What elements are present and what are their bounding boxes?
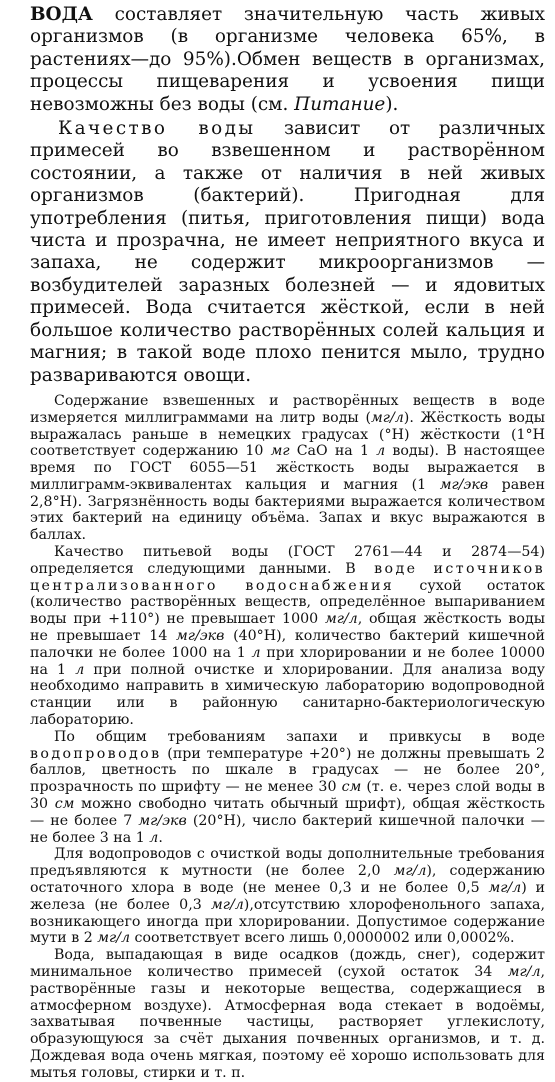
- text: Для водопроводов с очисткой воды дополнительные требования предъявляются к мутности (не более 2,0: [30, 846, 545, 880]
- text: СаО на 1: [289, 443, 377, 460]
- text: , растворённые газы и некоторые вещества, содержащиеся в атмосферном воздухе). Атмосферная вода стекает в водоёмы, захватывая почвенные частицы, растворяет углекислоту, образующуюся за счёт дыхания почвенных организмов, и т. д. Дождевая вода очень мягкая, поэтому её хорошо использовать для мытья головы, стирки и т. п.: [30, 964, 545, 1081]
- text: (при температуре +20°) не должны превышать 2 баллов, цветность по шкале в градусах — не более 20°, прозрачность по шрифту — не менее 30: [30, 745, 545, 796]
- unit: см: [341, 779, 362, 796]
- unit: л: [149, 829, 159, 846]
- paragraph-precipitation: [30, 947, 545, 1081]
- unit: мг/л: [507, 964, 541, 980]
- unit: мг/л: [393, 863, 427, 880]
- unit: мг/л: [211, 896, 244, 913]
- paragraph-water-supply: [30, 729, 545, 847]
- unit: мг/л: [97, 930, 130, 947]
- unit: л: [75, 661, 85, 678]
- text: зависит от различных примесей во взвешенном и растворённом состоянии, а также от наличия в ней живых организмов (бактерий). Пригодная для употребления (питья, приготовления пищи) вода чиста и прозрачна, не имеет неприятного вкуса и запаха, не содержит микроорганизмов — возбудителей заразных болезней — и ядовитых примесей. Вода считается жёсткой, если в ней большое количество растворённых солей кальция и магния; в такой воде плохо пенится мыло, трудно развариваются овощи.: [30, 118, 545, 386]
- unit: мг: [270, 443, 290, 460]
- term-heading: ВОДА: [30, 4, 93, 25]
- paragraph-drinking-water: [30, 544, 545, 729]
- text: ).: [385, 93, 399, 115]
- text: Качество питьевой воды (ГОСТ 2761—44 и 2874—54) определяется следующими данными.: [30, 544, 545, 577]
- text: составляет значительную часть живых организмов (в организме человека 65%, в растениях—до 95%).Обмен веществ в организмах, процессы пищеварения и усвоения пищи невозможны без воды (см.: [30, 4, 545, 115]
- unit: мг/л: [371, 409, 404, 426]
- unit: л: [251, 644, 261, 661]
- paragraph-intro: [30, 4, 545, 116]
- unit: мг/экв: [439, 476, 489, 493]
- text: Содержание взвешенных и растворённых веществ в воде измеряется миллиграммами на литр воды (: [30, 392, 545, 426]
- unit: см: [54, 796, 75, 813]
- text: можно свободно читать обычный шрифт), общая жёсткость — не более 7: [30, 796, 545, 829]
- text: .: [158, 829, 163, 846]
- cross-reference: Питание: [294, 93, 386, 115]
- text: (20°Н), число бактерий кишечной палочки — не более 3 на 1: [30, 812, 545, 846]
- text: Вода, выпадающая в виде осадков (дождь, снег), содержит минимальное количество примесей (сухой остаток 34: [30, 947, 545, 980]
- text: (40°Н), количество бактерий кишечной палочки не более 1000 на 1: [30, 628, 545, 661]
- text: По общим требованиям запахи и привкусы в воде: [54, 728, 545, 745]
- spaced-heading: В воде источников централизованного водоснабжения: [30, 560, 545, 594]
- paragraph-water-quality: [30, 118, 545, 387]
- text: ),отсутствию хлорофенольного запаха, возникающего иногда при хлорировании. Допустимое содержание мути в 2: [30, 896, 546, 947]
- text: (т. е. через слой воды в 30: [30, 779, 545, 813]
- text: при хлорировании и не более 10000 на 1: [30, 644, 545, 678]
- text: ), содержанию остаточного хлора в воде (не менее 0,3 и не более 0,5: [30, 863, 545, 897]
- unit: мг/экв: [176, 628, 225, 645]
- unit: мг/экв: [138, 812, 187, 829]
- paragraph-measurement: [30, 393, 545, 544]
- text: воды). В настоящее время по ГОСТ 6055—51 жёсткость воды выражается в миллиграмм-эквивалентах кальция и магния (1: [30, 443, 545, 493]
- unit: мг/л: [324, 611, 358, 628]
- paragraph-treated-water: [30, 846, 545, 947]
- spaced-heading: водопроводов: [30, 745, 162, 762]
- text: равен 2,8°Н). Загрязнённость воды бактериями выражается количеством этих бактерий на единицу объёма. Запах и вкус выражаются в баллах.: [30, 476, 545, 544]
- unit: л: [376, 443, 386, 460]
- spaced-heading: Качество воды: [58, 118, 256, 140]
- text: при полной очистке и хлорировании. Для анализа воду необходимо направить в химическую лабораторию водопроводной станции или в районную санитарно-бактериологическую лабораторию.: [30, 661, 545, 729]
- text: ). Жёсткость воды выражалась раньше в немецких градусах (°Н) жёсткости (1°Н соответствует содержанию 10: [30, 409, 545, 460]
- text: ) и железа (не более 0,3: [30, 880, 545, 913]
- text: соответствует всего лишь 0,0000002 или 0,0002%.: [129, 930, 515, 947]
- text: сухой остаток (количество растворённых веществ, определённое выпариванием воды при +110°) не превышает 1000: [30, 577, 545, 628]
- unit: мг/л: [488, 880, 522, 897]
- text: , общая жёсткость воды не превышает 14: [30, 611, 545, 645]
